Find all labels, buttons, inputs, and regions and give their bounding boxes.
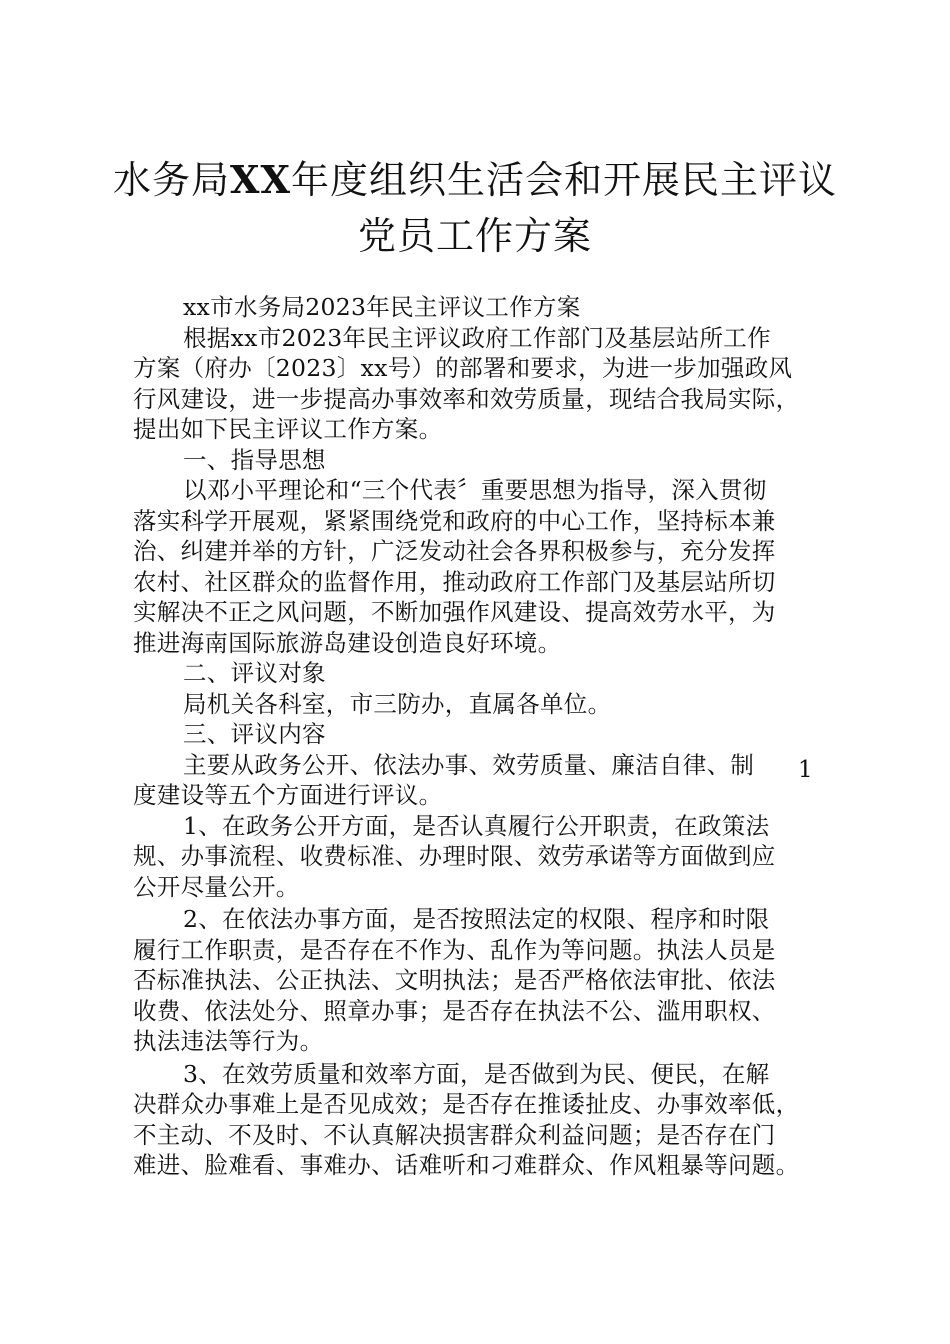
item-2-paragraph: 2、在依法办事方面，是否按照法定的权限、程序和时限 履行工作职责，是否存在不作为、乱作为等问题。执法人员是 否标准执法、公正执法、文明执法；是否严格依法审批、依法 收费、依法处分、照章办事；是否存在执法不公、滥用职权、 执法违法等行为。 [133,905,776,1055]
review-targets-paragraph: 局机关各科室，市三防办，直属各单位。 [183,689,612,718]
review-content-paragraph: 主要从政务公开、依法办事、效劳质量、廉洁自律、制 度建设等五个方面进行评议。 [133,750,755,809]
title-prefix: 水务局 [113,158,231,202]
intro-paragraph: 根据xx市2023年民主评议政府工作部门及基层站所工作 方案（府办〔2023〕xx号）的部署和要求，为进一步加强政风 行风建设，进一步提高办事效率和效劳质量，现结合我局实际， 提出如下民主评议工作方案。 [133,323,800,443]
item-3-paragraph: 3、在效劳质量和效率方面，是否做到为民、便民，在解 决群众办事难上是否见成效；是否存在推诿扯皮、办事效率低， 不主动、不及时、不认真解决损害群众利益问题；是否存在门 难进、脸难看、事难办、话难听和刁难群众、作风粗暴等问题。 [133,1059,800,1179]
section-heading-review-content: 三、评议内容 [183,720,326,748]
subtitle-paragraph: xx市水务局2023年民主评议工作方案 [183,293,581,321]
item-1-paragraph: 1、在政务公开方面，是否认真履行公开职责，在政策法 规、办事流程、收费标准、办理时限、效劳承诺等方面做到应 公开尽量公开。 [133,811,776,901]
document-body [133,292,833,1181]
page-number: 1 [798,757,813,783]
document-title-line-2: 党员工作方案 [357,214,592,258]
document-title-line-1 [0,157,950,202]
title-suffix: 年度组织生活会和开展民主评议 [290,158,837,202]
title-year-placeholder: XX [230,157,291,202]
section-heading-guiding-thought: 一、指导思想 [183,445,326,474]
section-heading-review-targets: 二、评议对象 [183,659,326,687]
guiding-thought-paragraph: 以邓小平理论和“三个代表〞重要思想为指导，深入贯彻 落实科学开展观，紧紧围绕党和政府的中心工作，坚持标本兼 治、纠建并举的方针，广泛发动社会各界积极参与，充分发挥 农村、社区群众的监督作用，推动政府工作部门及基层站所切 实解决不正之风问题，不断加强作风建设、提高效劳水平，为 推进海南国际旅游岛建设创造良好环境。 [133,476,776,657]
